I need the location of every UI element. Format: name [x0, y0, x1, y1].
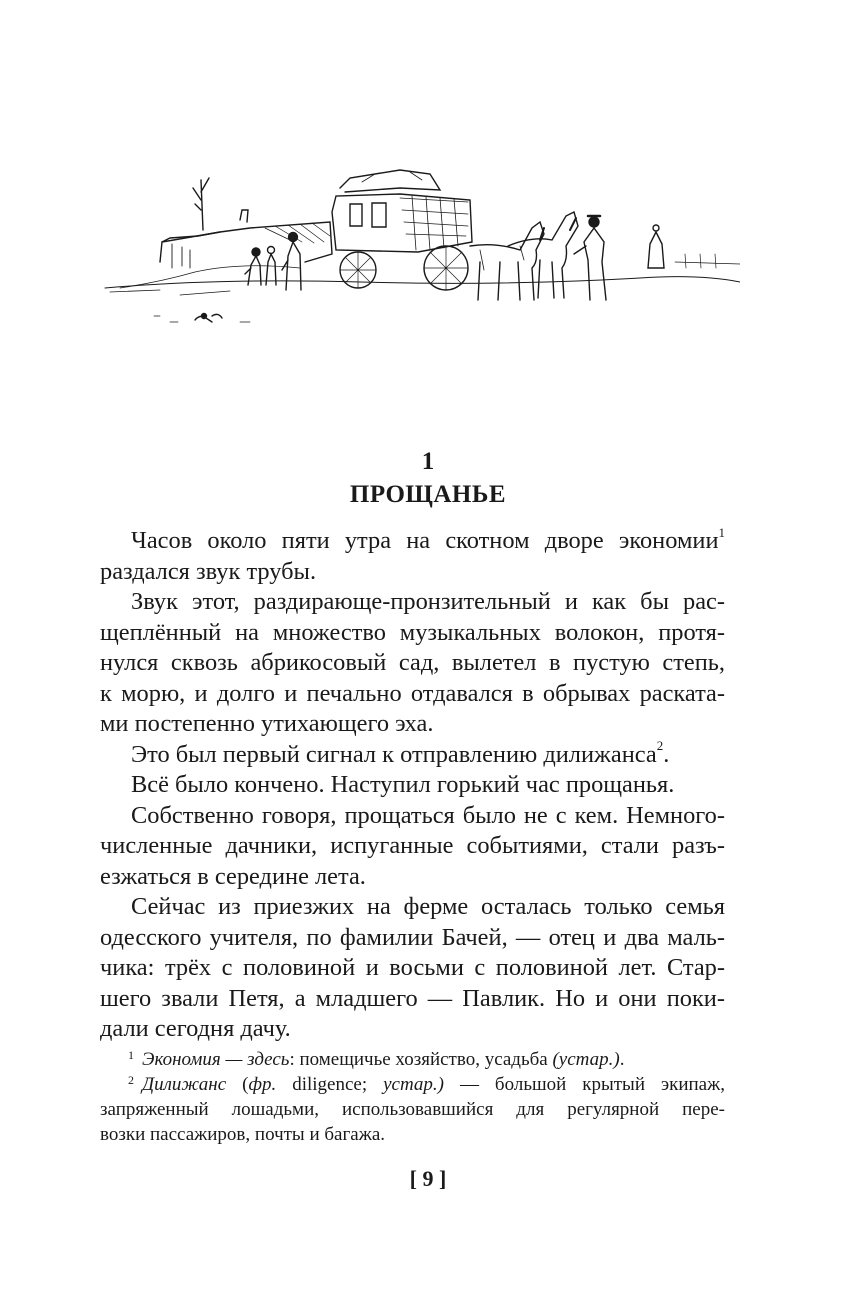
footnotes	[100, 1047, 725, 1147]
footnote-ref: 1	[718, 524, 725, 540]
footnote-2: $^2$ Дилижанс (фр. diligence; устар.) — большой крытый экипаж,	[128, 1073, 725, 1095]
paragraph-line: щеплённый на множество музыкальных волокон, протя-	[100, 618, 725, 646]
chapter-title: ПРОЩАНЬЕ	[349, 481, 507, 508]
footnote-2-line: запряженный лошадьми, использовавшийся для регулярной пере-	[100, 1099, 725, 1120]
paragraph-line: дали сегодня дачу.	[100, 1015, 291, 1042]
paragraph-line: Звук этот, раздирающе-пронзительный и как бы рас-	[131, 588, 725, 615]
paragraph-line: шего звали Петя, а младшего — Павлик. Но и они поки-	[100, 984, 725, 1012]
paragraph-line: Это был первый сигнал к отправлению дилижанса$^2$.	[131, 738, 670, 768]
footnote-ref: 2	[656, 738, 664, 754]
footnote-2-line: возки пассажиров, почты и багажа.	[100, 1124, 385, 1145]
chapter-number: 1	[421, 448, 435, 475]
paragraph-line: ми постепенно утихающего эха.	[100, 710, 434, 737]
paragraph-line: Сейчас из приезжих на ферме осталась только семья	[131, 893, 725, 920]
paragraph-line: раздался звук трубы.	[100, 557, 317, 585]
paragraph-line: нулся сквозь абрикосовый сад, вылетел в пустую степь,	[100, 649, 725, 676]
paragraph-line: одесского учителя, по фамилии Бачей, — отец и два маль-	[100, 923, 725, 951]
paragraph-line: Всё было кончено. Наступил горький час прощанья.	[131, 771, 675, 798]
paragraph-line: Собственно говоря, прощаться было не с кем. Немного-	[131, 801, 725, 829]
paragraph-line: к морю, и долго и печально отдавался в обрывах раската-	[100, 679, 725, 707]
page-number: [ 9 ]	[409, 1166, 447, 1191]
diligence-farewell-illustration	[100, 150, 740, 350]
paragraph-line: Часов около пяти утра на скотном дворе экономии$^1$	[131, 524, 725, 554]
chapter-body	[100, 526, 725, 1045]
paragraph-line: чика: трёх с половиной и восьми с половиной лет. Стар-	[100, 954, 725, 981]
paragraph-line: численные дачники, испуганные событиями, стали разъ-	[100, 832, 725, 859]
footnote-1: $^1$ Экономия — здесь: помещичье хозяйство, усадьба (устар.).	[128, 1048, 625, 1070]
paragraph-line: езжаться в середине лета.	[100, 862, 366, 890]
